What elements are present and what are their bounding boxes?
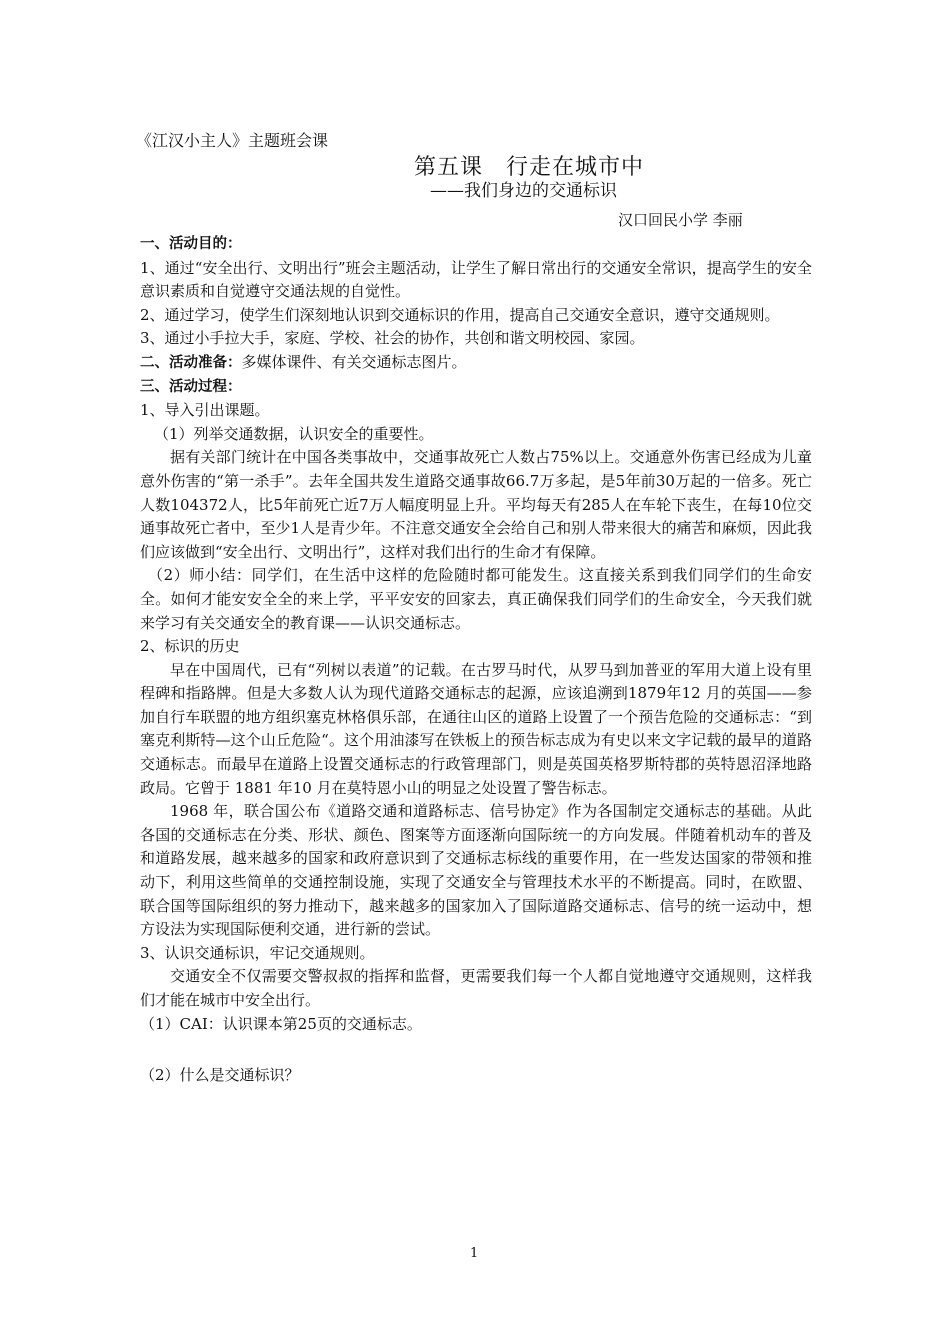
section-heading-preparation: 二、活动准备： — [140, 354, 242, 371]
page-subtitle: ——我们身边的交通标识 — [430, 181, 617, 201]
document-body — [140, 233, 812, 1088]
purpose-item-3: 3、通过小手拉大手，家庭、学校、社会的协作，共创和谐文明校园、家园。 — [140, 329, 645, 348]
lesson-series: 《江汉小主人》主题班会课 — [136, 131, 329, 150]
page-number: 1 — [470, 1246, 479, 1261]
section-heading-process: 三、活动过程： — [140, 378, 242, 395]
section-heading-purpose: 一、活动目的： — [140, 236, 242, 252]
step1-paragraph: 据有关部门统计在中国各类事故中，交通事故死亡人数占75%以上。交通意外伤害已经成为儿童意外伤害的“第一杀手”。去年全国共发生道路交通事故66.7万多起，是5年前30万起的一倍多。死亡人数104372人，比5年前死亡近7万人幅度明显上升。平均每天有285人在车轮下丧生，在每10位交通事故死亡者中，至少1人是青少年。不注意交通安全会给自己和别人带来很大的痛苦和麻烦，因此我们应该做到“安全出行、文明出行”，这样对我们出行的生命才有保障。 — [140, 448, 812, 561]
step3-paragraph: 交通安全不仅需要交警叔叔的指挥和监督，更需要我们每一个人都自觉地遵守交通规则，这样我们才能在城市中安全出行。 — [140, 967, 812, 1009]
step2-paragraph-2: 1968 年，联合国公布《道路交通和道路标志、信号协定》作为各国制定交通标志的基础。从此各国的交通标志在分类、形状、颜色、图案等方面逐渐向国际统一的方向发展。伴随着机动车的普及和道路发展，越来越多的国家和政府意识到了交通标志标线的重要作用，在一些发达国家的带领和推动下，利用这些简单的交通控制设施，实现了交通安全与管理技术水平的不断提高。同时，在欧盟、联合国等国际组织的努力推动下，越来越多的国家加入了国际道路交通标志、信号的统一运动中，想方设法为实现国际便利交通，进行新的尝试。 — [140, 802, 812, 939]
purpose-item-2: 2、通过学习，使学生们深刻地认识到交通标识的作用，提高自己交通安全意识，遵守交通规则。 — [140, 305, 780, 324]
preparation-line — [140, 351, 812, 376]
step3-title: 3、认识交通标识，牢记交通规则。 — [140, 943, 375, 962]
step1-sub2: （2）师小结：同学们，在生活中这样的危险随时都可能发生。这直接关系到我们同学们的生命安全。如何才能安安全全的来上学，平平安安的回家去，真正确保我们同学们的生命安全，今天我们就来学习有关交通安全的教育课——认识交通标志。 — [140, 566, 812, 632]
step3-sub1: （1）CAI：认识课本第25页的交通标志。 — [140, 1014, 422, 1033]
step3-sub2: （2）什么是交通标识？ — [140, 1066, 300, 1085]
page-title: 第五课 行走在城市中 — [414, 155, 645, 180]
step1-title: 1、导入引出课题。 — [140, 401, 270, 420]
blank-space — [140, 1036, 812, 1064]
step1-sub1: （1）列举交通数据，认识安全的重要性。 — [154, 424, 434, 443]
step2-paragraph-1: 早在中国周代，已有“列树以表道”的记载。在古罗马时代，从罗马到加普亚的军用大道上设有里程碑和指路牌。但是大多数人认为现代道路交通标志的起源，应该追溯到1879年12 月的英国——参加自行车联盟的地方组织塞克林格俱乐部，在通往山区的道路上设置了一个预告危险的交通标志：“到塞克利斯特—这个山丘危险“。这个用油漆写在铁板上的预告标志成为有史以来文字记载的最早的道路交通标志。而最早在道路上设置交通标志的行政管理部门，则是英国英格罗斯特郡的英特恩沼泽地路政局。它曾于 1881 年10 月在莫特恩小山的明显之处设置了警告标志。 — [140, 660, 812, 797]
preparation-text: 多媒体课件、有关交通标志图片。 — [241, 352, 467, 371]
purpose-item-1: 1、通过“安全出行、文明出行”班会主题活动，让学生了解日常出行的交通安全常识，提高学生的安全意识素质和自觉遵守交通法规的自觉性。 — [140, 258, 812, 301]
author-line: 汉口回民小学 李丽 — [618, 211, 743, 229]
step2-title: 2、标识的历史 — [140, 637, 240, 656]
